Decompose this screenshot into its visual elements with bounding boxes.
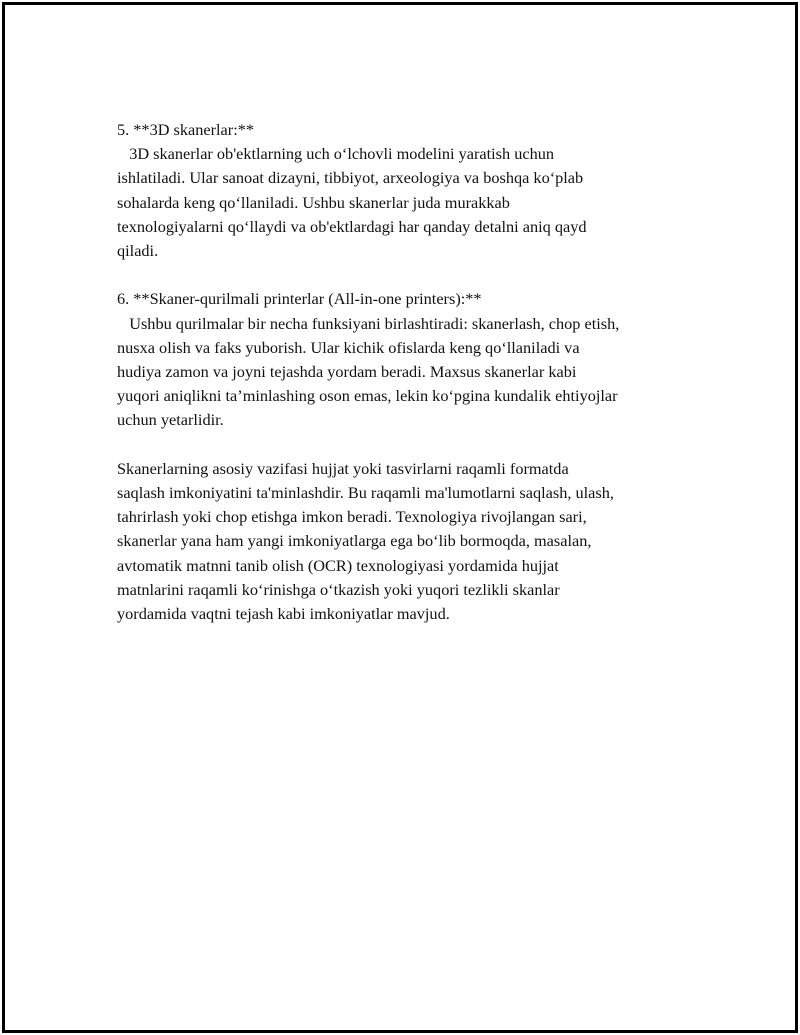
paragraph-line: ishlatiladi. Ular sanoat dizayni, tibbiyot, arxeologiya va boshqa ko‘plab bbox=[117, 168, 584, 188]
section-all-in-one-printers bbox=[117, 287, 707, 432]
paragraph-line: avtomatik matnni tanib olish (OCR) texnologiyasi yordamida hujjat bbox=[117, 555, 559, 575]
paragraph-line: matnlarini raqamli ko‘rinishga o‘tkazish yoki yuqori tezlikli skanlar bbox=[117, 579, 560, 599]
paragraph-line: saqlash imkoniyatini ta'minlashdir. Bu raqamli ma'lumotlarni saqlash, ulash, bbox=[117, 483, 614, 503]
paragraph-gap bbox=[117, 433, 707, 457]
section-conclusion bbox=[117, 457, 707, 626]
section-3d-scanners bbox=[117, 118, 707, 263]
paragraph-line: tahrirlash yoki chop etishga imkon beradi. Texnologiya rivojlangan sari, bbox=[117, 507, 587, 527]
paragraph-line: yordamida vaqtni tejash kabi imkoniyatlar mavjud. bbox=[117, 604, 450, 624]
paragraph-line: yuqori aniqlikni ta’minlashing oson emas, lekin ko‘pgina kundalik ehtiyojlar bbox=[117, 386, 618, 406]
paragraph-gap bbox=[117, 263, 707, 287]
paragraph-line: skanerlar yana ham yangi imkoniyatlarga ega bo‘lib bormoqda, masalan, bbox=[117, 531, 592, 551]
section-heading: 5. **3D skanerlar:** bbox=[117, 120, 254, 139]
paragraph-line: Ushbu qurilmalar bir necha funksiyani birlashtiradi: skanerlash, chop etish, bbox=[117, 313, 620, 333]
paragraph-line: 3D skanerlar ob'ektlarning uch o‘lchovli modelini yaratish uchun bbox=[117, 144, 554, 164]
paragraph-line: hudiya zamon va joyni tejashda yordam beradi. Maxsus skanerlar kabi bbox=[117, 362, 577, 382]
paragraph-line: texnologiyalarni qo‘llaydi va ob'ektlardagi har qanday detalni aniq qayd bbox=[117, 216, 587, 236]
document-body bbox=[117, 118, 707, 626]
paragraph-line: sohalarda keng qo‘llaniladi. Ushbu skanerlar juda murakkab bbox=[117, 192, 510, 212]
paragraph-line: uchun yetarlidir. bbox=[117, 410, 224, 430]
paragraph-line: nusxa olish va faks yuborish. Ular kichik ofislarda keng qo‘llaniladi va bbox=[117, 337, 580, 357]
paragraph-line: qiladi. bbox=[117, 241, 159, 261]
section-heading: 6. **Skaner-qurilmali printerlar (All-in-one printers):** bbox=[117, 289, 482, 309]
paragraph-line: Skanerlarning asosiy vazifasi hujjat yoki tasvirlarni raqamli formatda bbox=[117, 458, 569, 478]
